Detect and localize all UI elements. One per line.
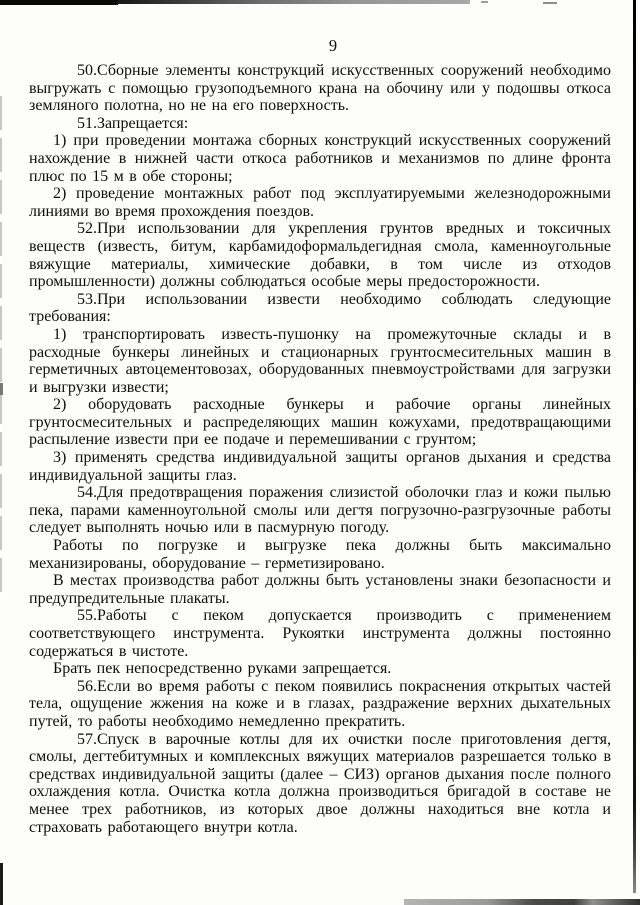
paragraph-54 xyxy=(29,484,611,537)
page-body xyxy=(29,36,611,836)
scan-artifact-top-dash xyxy=(481,1,488,3)
paragraph-text: Запрещается: xyxy=(97,114,189,132)
paragraph-57 xyxy=(29,731,611,837)
paragraph-53 xyxy=(29,291,611,326)
paragraph-text: 2) проведение монтажных работ под эксплуатируемыми железнодорожными линиями во время прохождения поездов. xyxy=(29,185,611,220)
paragraph-text: При использовании для укрепления грунтов вредных и токсичных веществ (известь, битум, карбамидоформальдегидная смола, каменноугольные вяжущие материалы, химические добавки, в том числе из отходов промышленности) должны соблюдаться особые меры предосторожности. xyxy=(29,220,611,291)
scan-artifact-top-edge xyxy=(0,0,470,4)
scan-artifact-left-dash xyxy=(0,383,3,395)
paragraph-53-item-3 xyxy=(29,449,611,484)
paragraph-number: 54. xyxy=(77,484,97,502)
page-number: 9 xyxy=(328,36,338,55)
paragraph-text: В местах производства работ должны быть установлены знаки безопасности и предупредительные плакаты. xyxy=(29,572,611,607)
paragraph-55 xyxy=(29,607,611,660)
paragraph-56 xyxy=(29,678,611,731)
paragraph-text: 1) при проведении монтажа сборных конструкций искусственных сооружений нахождение в нижней части откоса работников и механизмов по длине фронта плюс по 15 м в обе стороны; xyxy=(29,132,611,185)
paragraph-text: Для предотвращения поражения слизистой оболочки глаз и кожи пылью пека, парами каменноугольной смолы или дегтя погрузочно-разгрузочные работы следует выполнять ночью или в пасмурную погоду. xyxy=(29,484,611,537)
paragraph-51 xyxy=(29,115,611,133)
scan-artifact-right-edge xyxy=(633,0,636,893)
paragraph-text: При использовании извести необходимо соблюдать следующие требования: xyxy=(29,290,611,326)
scan-artifact-top-dash xyxy=(543,2,557,4)
paragraph-55-cont xyxy=(29,660,611,678)
paragraph-text: Брать пек непосредственно руками запрещается. xyxy=(53,660,392,678)
paragraph-53-item-2 xyxy=(29,396,611,449)
paragraph-52 xyxy=(29,220,611,290)
scan-artifact-bottom-edge xyxy=(404,899,640,905)
scan-artifact-left-edge xyxy=(0,96,2,596)
paragraph-text: 3) применять средства индивидуальной защиты органов дыхания и средства индивидуальной защиты глаз. xyxy=(29,449,611,484)
paragraph-number: 56. xyxy=(77,677,97,695)
paragraph-50 xyxy=(29,62,611,115)
paragraph-51-item-1 xyxy=(29,132,611,185)
paragraph-number: 53. xyxy=(77,290,97,308)
paragraph-text: Если во время работы с пеком появились покраснения открытых частей тела, ощущение жжения на коже и в глазах, раздражение верхних дыхательных путей, то работы необходимо немедленно прекратить. xyxy=(29,677,611,730)
paragraph-text: Работы по погрузке и выгрузке пека должны быть максимально механизированы, оборудование – герметизировано. xyxy=(29,537,611,572)
scan-artifact-top-edge-dark xyxy=(0,0,118,5)
paragraph-number: 55. xyxy=(77,607,97,625)
paragraph-51-item-2 xyxy=(29,185,611,220)
paragraph-number: 57. xyxy=(77,730,97,748)
paragraph-text: 2) оборудовать расходные бункеры и рабочие органы линейных грунтосмесительных и распределяющих машин кожухами, предотвращающими распыление извести при ее подаче и перемешивании с грунтом; xyxy=(29,396,611,449)
paragraph-text: 1) транспортировать известь-пушонку на промежуточные склады и в расходные бункеры линейных и стационарных грунтосмесительных машин в герметичных автоцементовозах, оборудованных пневмоустройствами для загрузки и выгрузки извести; xyxy=(29,325,611,396)
paragraph-54-cont-1 xyxy=(29,537,611,572)
paragraph-text: Сборные элементы конструкций искусственных сооружений необходимо выгружать с помощью грузоподъемного крана на обочину или у подошвы откоса земляного полотна, но не на его поверхность. xyxy=(29,62,611,115)
paragraph-number: 50. xyxy=(77,62,97,79)
paragraph-54-cont-2 xyxy=(29,572,611,607)
paragraph-text: Работы с пеком допускается производить с применением соответствующего инструмента. Рукоятки инструмента должны постоянно содержаться в чистоте. xyxy=(29,607,611,660)
paragraph-text: Спуск в варочные котлы для их очистки после приготовления дегтя, смолы, дегтебитумных и комплексных вяжущих материалов разрешается только в средствах индивидуальной защиты (далее – СИЗ) органов дыхания после полного охлаждения котла. Очистка котла должна производиться бригадой в составе не менее трех работников, из которых двое должны находиться вне котла и страховать работающего внутри котла. xyxy=(29,730,611,836)
paragraph-number: 51. xyxy=(77,114,97,132)
paragraph-53-item-1 xyxy=(29,326,611,396)
paragraph-number: 52. xyxy=(77,220,97,238)
scan-artifact-left-dash xyxy=(0,863,3,905)
